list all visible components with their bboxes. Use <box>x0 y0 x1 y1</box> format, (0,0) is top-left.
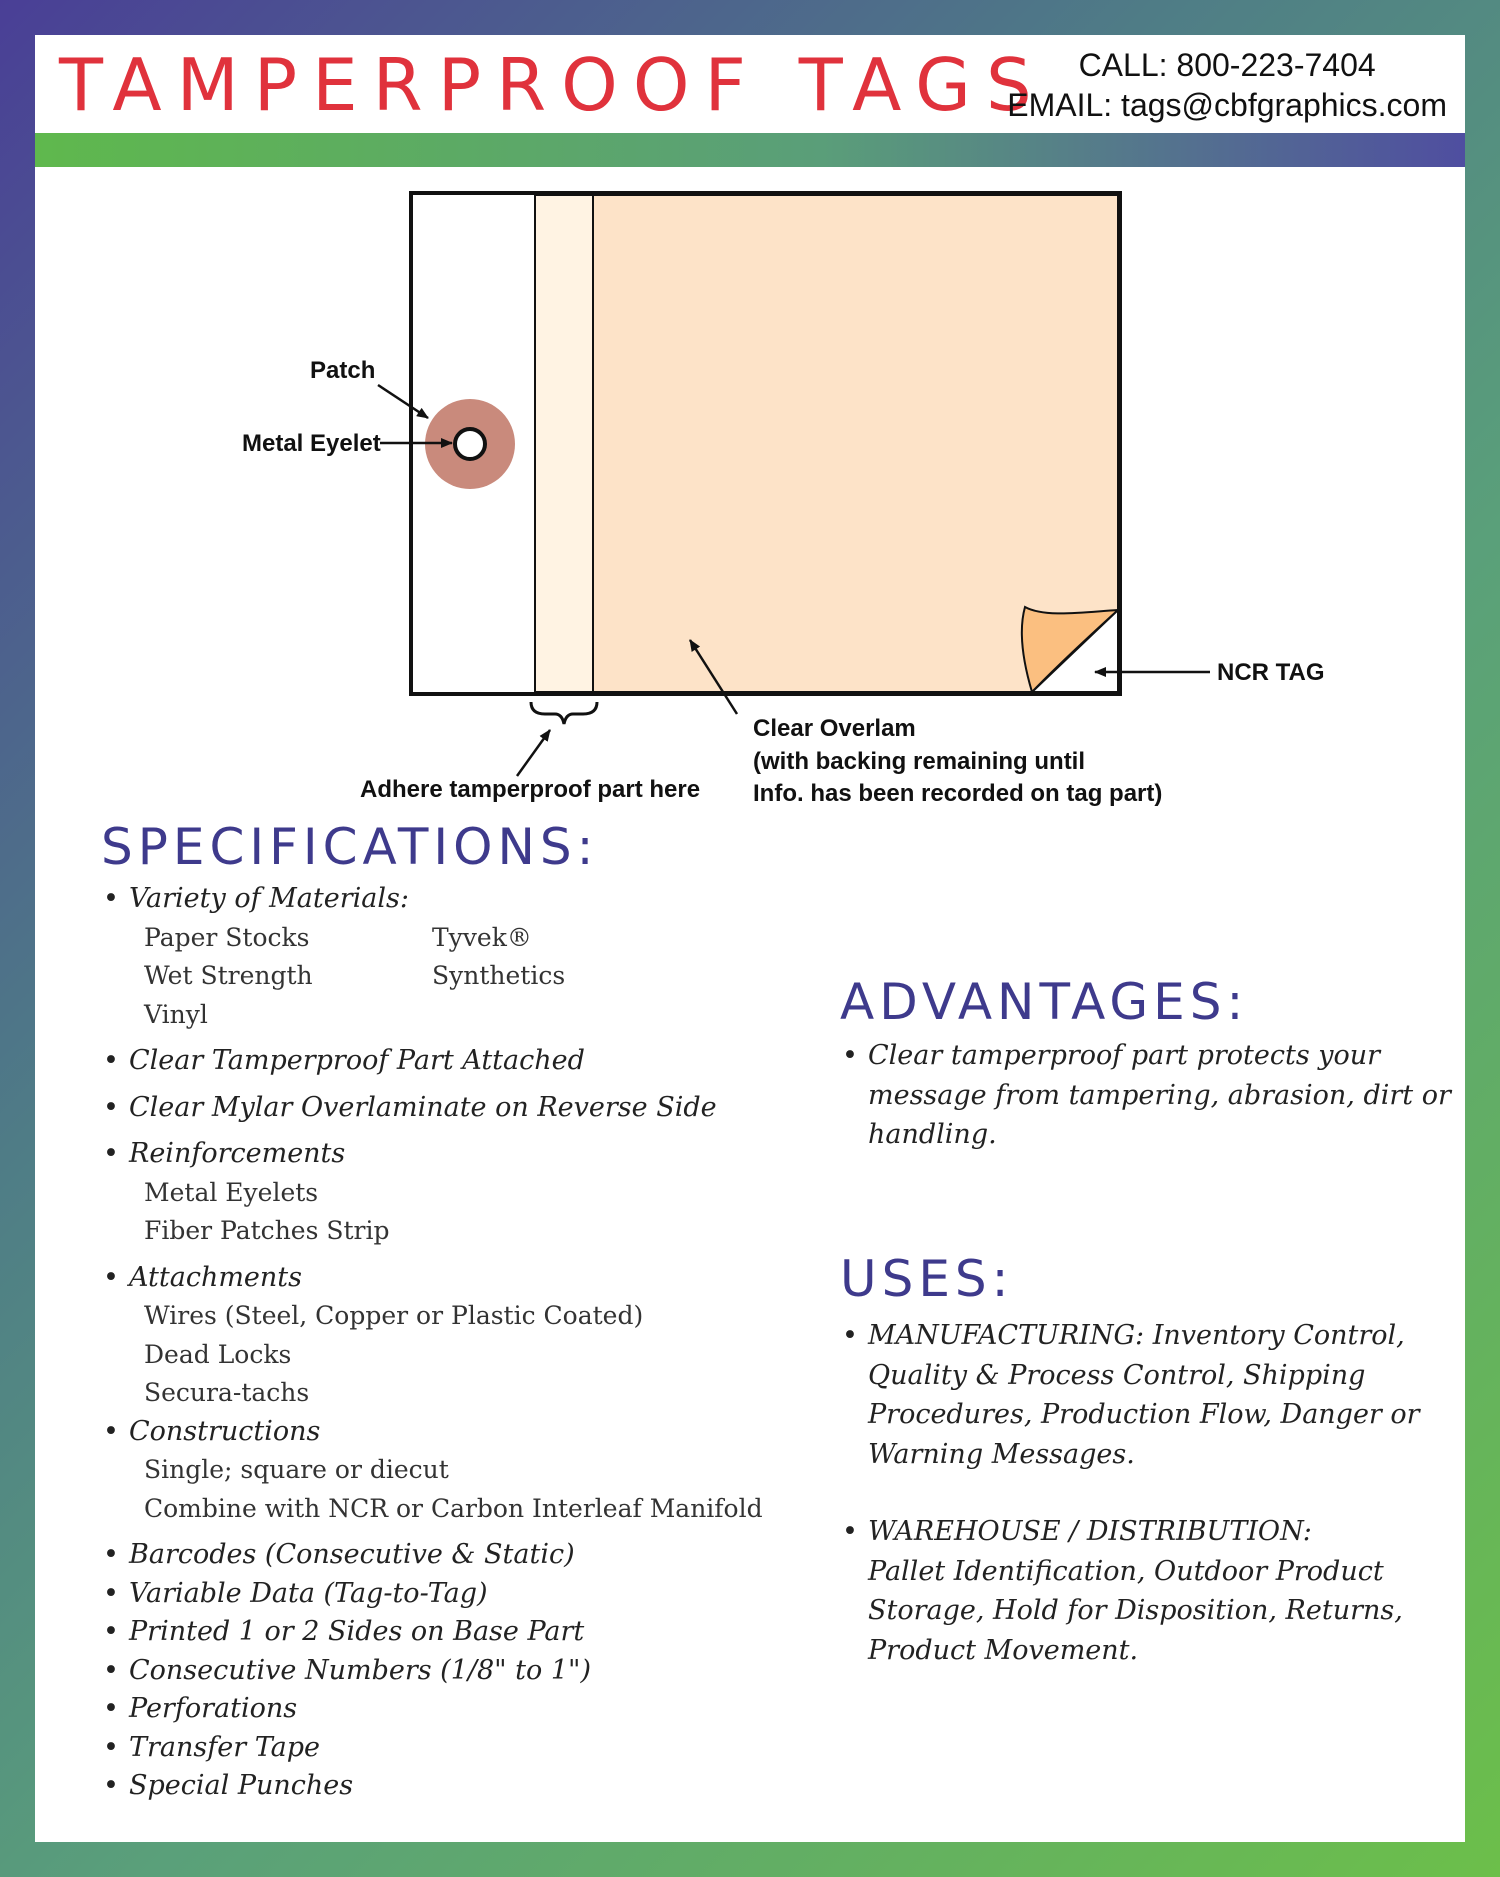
spec-item-label: Reinforcements <box>129 1138 346 1169</box>
callout-metal-eyelet: Metal Eyelet <box>242 430 381 457</box>
spec-item <box>103 1729 803 1768</box>
use-line: MANUFACTURING: Inventory Control, <box>868 1320 1405 1351</box>
advantage-line: handling. <box>868 1119 997 1150</box>
spec-item <box>103 1613 803 1652</box>
bullet-icon: • <box>103 1091 119 1123</box>
callout-patch: Patch <box>310 357 376 384</box>
bullet-icon: • <box>842 1516 858 1547</box>
callout-overlam-line2: (with backing remaining until <box>753 748 1086 775</box>
spec-item <box>103 1042 803 1081</box>
advantage-item <box>842 1036 1462 1155</box>
bullet-icon: • <box>103 1415 119 1447</box>
spec-item <box>103 1767 803 1806</box>
spec-item <box>103 1536 803 1575</box>
spec-item <box>103 1575 803 1614</box>
uses-list <box>842 1316 1462 1670</box>
spec-item <box>103 880 803 1034</box>
bullet-icon: • <box>103 1045 119 1076</box>
spec-item-label: Clear Tamperproof Part Attached <box>129 1045 585 1076</box>
use-item <box>842 1316 1462 1474</box>
advantage-line: Clear tamperproof part protects your <box>868 1040 1381 1071</box>
spec-subitem: Secura-tachs <box>144 1378 310 1407</box>
spec-item-label: Constructions <box>129 1415 321 1447</box>
use-line: Quality & Process Control, Shipping <box>868 1359 1366 1391</box>
bullet-icon: • <box>103 1616 119 1647</box>
specifications-list <box>103 880 803 1806</box>
spec-item-label: Consecutive Numbers (1/8" to 1") <box>129 1654 591 1686</box>
use-line: Procedures, Production Flow, Danger or <box>868 1399 1420 1430</box>
use-line: Pallet Identification, Outdoor Product <box>868 1555 1384 1587</box>
spec-subitems <box>129 919 803 1035</box>
uses-heading: USES: <box>840 1250 1014 1308</box>
bullet-icon: • <box>103 1654 119 1686</box>
bullet-icon: • <box>103 1539 119 1570</box>
advantages-list <box>842 1036 1462 1155</box>
use-item <box>842 1512 1462 1670</box>
email-address: EMAIL: tags@cbfgraphics.com <box>1007 87 1447 123</box>
adhere-brace <box>531 702 597 724</box>
advantages-heading: ADVANTAGES: <box>840 973 1249 1031</box>
bullet-icon: • <box>103 1731 119 1763</box>
bullet-icon: • <box>103 1770 119 1801</box>
spec-item-label: Perforations <box>129 1693 298 1724</box>
bullet-icon: • <box>103 1693 119 1724</box>
spec-subitems <box>129 1174 803 1251</box>
spec-subitem: Fiber Patches Strip <box>144 1216 390 1245</box>
spec-subitem: Paper Stocks <box>144 922 310 952</box>
spec-item <box>103 1690 803 1729</box>
spec-item-label: Variable Data (Tag-to-Tag) <box>129 1577 488 1609</box>
spec-item <box>103 1652 803 1691</box>
metal-eyelet-circle <box>455 429 485 459</box>
spec-item-label: Attachments <box>129 1261 303 1293</box>
spec-subitem: Metal Eyelets <box>144 1177 319 1207</box>
spec-subitem: Wet Strength <box>144 961 313 990</box>
spec-item <box>103 1089 803 1128</box>
use-line: Product Movement. <box>868 1634 1139 1666</box>
spec-subitem: Wires (Steel, Copper or Plastic Coated) <box>144 1301 644 1330</box>
bullet-icon: • <box>103 1261 119 1293</box>
use-line: WAREHOUSE / DISTRIBUTION: <box>868 1516 1312 1547</box>
spec-item-label: Printed 1 or 2 Sides on Base Part <box>129 1616 585 1647</box>
use-line: Storage, Hold for Disposition, Returns, <box>868 1595 1403 1626</box>
advantage-line: message from tampering, abrasion, dirt or <box>868 1079 1451 1111</box>
arrow-adhere <box>517 730 550 776</box>
callout-adhere: Adhere tamperproof part here <box>360 776 701 803</box>
spec-item-label: Clear Mylar Overlaminate on Reverse Side <box>129 1091 717 1123</box>
tamperproof-strip <box>535 195 593 692</box>
spec-subitem: Single; square or diecut <box>144 1455 449 1484</box>
spec-item <box>103 1259 803 1413</box>
bullet-icon: • <box>842 1040 858 1071</box>
spec-item-label: Transfer Tape <box>129 1731 320 1763</box>
spec-subitem: Combine with NCR or Carbon Interleaf Manifold <box>144 1493 763 1523</box>
bullet-icon: • <box>103 1577 119 1609</box>
spec-item <box>103 1413 803 1529</box>
callout-overlam-line3: Info. has been recorded on tag part) <box>753 780 1163 807</box>
spec-subitems <box>129 1451 803 1528</box>
spec-subitem: Dead Locks <box>144 1339 292 1369</box>
callout-overlam-line1: Clear Overlam <box>753 715 916 742</box>
callout-ncr-tag: NCR TAG <box>1217 659 1325 686</box>
spec-item-label: Variety of Materials: <box>129 883 409 914</box>
bullet-icon: • <box>103 1138 119 1169</box>
page-title: TAMPERPROOF TAGS <box>59 43 1047 127</box>
bullet-icon: • <box>842 1320 858 1351</box>
spec-subitem: Vinyl <box>144 999 208 1029</box>
phone-number: CALL: 800-223-7404 <box>1078 47 1376 83</box>
use-line: Warning Messages. <box>868 1438 1135 1470</box>
spec-item <box>103 1135 803 1251</box>
spec-subitems <box>129 1297 803 1413</box>
specifications-heading: SPECIFICATIONS: <box>101 818 599 876</box>
bullet-icon: • <box>103 883 119 914</box>
spec-item-label: Special Punches <box>129 1770 354 1801</box>
spec-item-label: Barcodes (Consecutive & Static) <box>129 1539 575 1570</box>
spec-subitem: Tyvek® <box>432 922 532 952</box>
spec-subitem: Synthetics <box>432 961 566 990</box>
